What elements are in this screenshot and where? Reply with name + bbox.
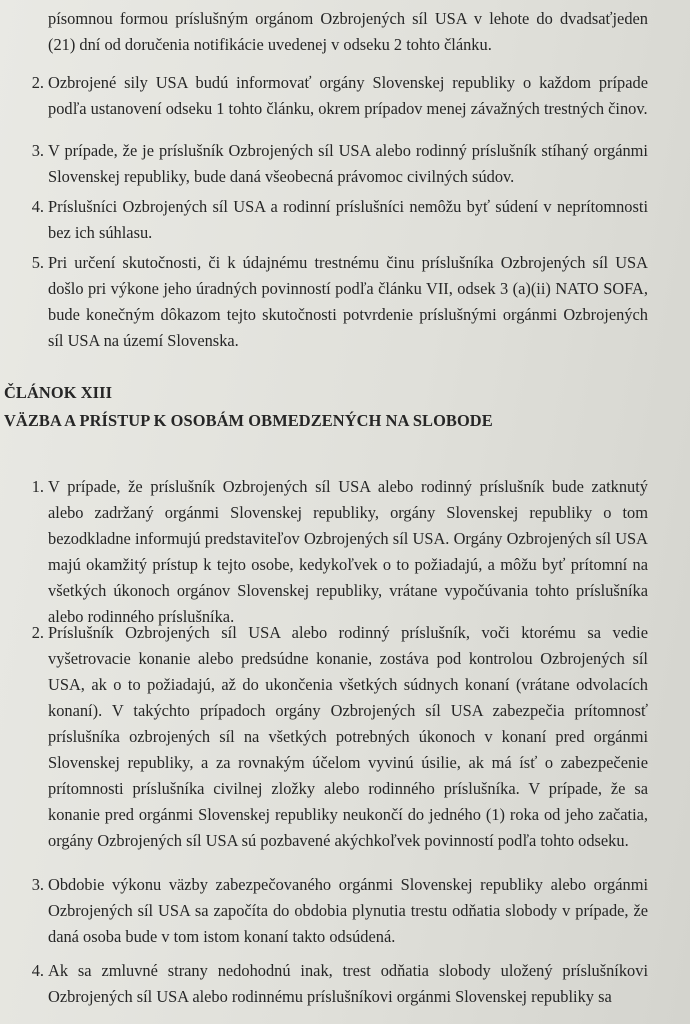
item-text: Pri určení skutočnosti, či k údajnému trestnému činu príslušníka Ozbrojených síl USA došlo pri výkone jeho úradných povinností podľa článku VII, odsek 3 (a)(ii) NATO SOFA, bude konečným dôkazom tejto skutočnosti potvrdenie príslušnými orgánmi Ozbrojených síl USA na území Slovenska. [48, 253, 648, 350]
article-xiii-item-2 [31, 620, 648, 854]
item-number: 2. [31, 623, 44, 642]
article-title: VÄZBA A PRÍSTUP K OSOBÁM OBMEDZENÝCH NA SLOBODE [4, 411, 493, 430]
continuation-text: písomnou formou príslušným orgánom Ozbrojených síl USA v lehote do dvadsaťjeden (21) dní od doručenia notifikácie uvedenej v odseku 2 tohto článku. [48, 9, 648, 54]
article-xii-item-3 [31, 138, 648, 190]
item-number: 2. [31, 73, 44, 92]
item-text: V prípade, že príslušník Ozbrojených síl USA alebo rodinný príslušník bude zatknutý alebo zadržaný orgánmi Slovenskej republiky, orgány Slovenskej republiky o tom bezodkladne informujú predstaviteľov Ozbrojených síl USA. Orgány Ozbrojených síl USA majú okamžitý prístup k tejto osobe, kedykoľvek o to požiadajú, a môžu byť prítomní na všetkých úkonoch orgánov Slovenskej republiky, vrátane vypočúvania tohto príslušníka alebo rodinného príslušníka. [48, 477, 648, 626]
item-text: Ozbrojené sily USA budú informovať orgány Slovenskej republiky o každom prípade podľa ustanovení odseku 1 tohto článku, okrem prípadov menej závažných trestných činov. [48, 73, 648, 118]
item-number: 3. [31, 875, 44, 894]
article-xii-item-4 [31, 194, 648, 246]
item-number: 4. [31, 961, 44, 980]
item-text: Obdobie výkonu väzby zabezpečovaného orgánmi Slovenskej republiky alebo orgánmi Ozbrojených síl USA sa započíta do obdobia plynutia trestu odňatia slobody v prípade, že daná osoba bude v tom istom konaní takto odsúdená. [48, 875, 648, 946]
item-number: 4. [31, 197, 44, 216]
item-text: Príslušníci Ozbrojených síl USA a rodinní príslušníci nemôžu byť súdení v neprítomnosti bez ich súhlasu. [48, 197, 648, 242]
item-text: V prípade, že je príslušník Ozbrojených síl USA alebo rodinný príslušník stíhaný orgánmi Slovenskej republiky, bude daná všeobecná právomoc civilných súdov. [48, 141, 648, 186]
item-text: Ak sa zmluvné strany nedohodnú inak, trest odňatia slobody uložený príslušníkovi Ozbrojených síl USA alebo rodinnému príslušníkovi orgánmi Slovenskej republiky sa [48, 961, 648, 1006]
item-text: Príslušník Ozbrojených síl USA alebo rodinný príslušník, voči ktorému sa vedie vyšetrovacie konanie alebo predsúdne konanie, zostáva pod kontrolou Ozbrojených síl USA, ak o to požiadajú, až do ukončenia všetkých súdnych konaní (vrátane odvolacích konaní). V takýchto prípadoch orgány Ozbrojených síl USA zabezpečia prítomnosť príslušníka ozbrojených síl na všetkých potrebných úkonoch v konaní pred orgánmi Slovenskej republiky, a za rovnakým účelom vyvinú úsilie, ak má ísť o zabezpečenie prítomnosti príslušníka civilnej zložky alebo rodinného príslušníka. V prípade, že sa konanie pred orgánmi Slovenskej republiky neukončí do jedného (1) roka od jeho začatia, orgány Ozbrojených síl USA sú pozbavené akýchkoľvek povinností podľa tohto odseku. [48, 623, 648, 850]
item-number: 5. [31, 253, 44, 272]
article-xiii-item-3 [31, 872, 648, 950]
article-xiii-item-4 [31, 958, 648, 1010]
continuation-paragraph [48, 6, 648, 58]
article-xii-item-2 [31, 70, 648, 122]
item-number: 1. [31, 477, 44, 496]
article-xii-item-5 [31, 250, 648, 354]
article-heading: ČLÁNOK XIII [4, 383, 113, 402]
item-number: 3. [31, 141, 44, 160]
article-xiii-item-1 [31, 474, 648, 630]
